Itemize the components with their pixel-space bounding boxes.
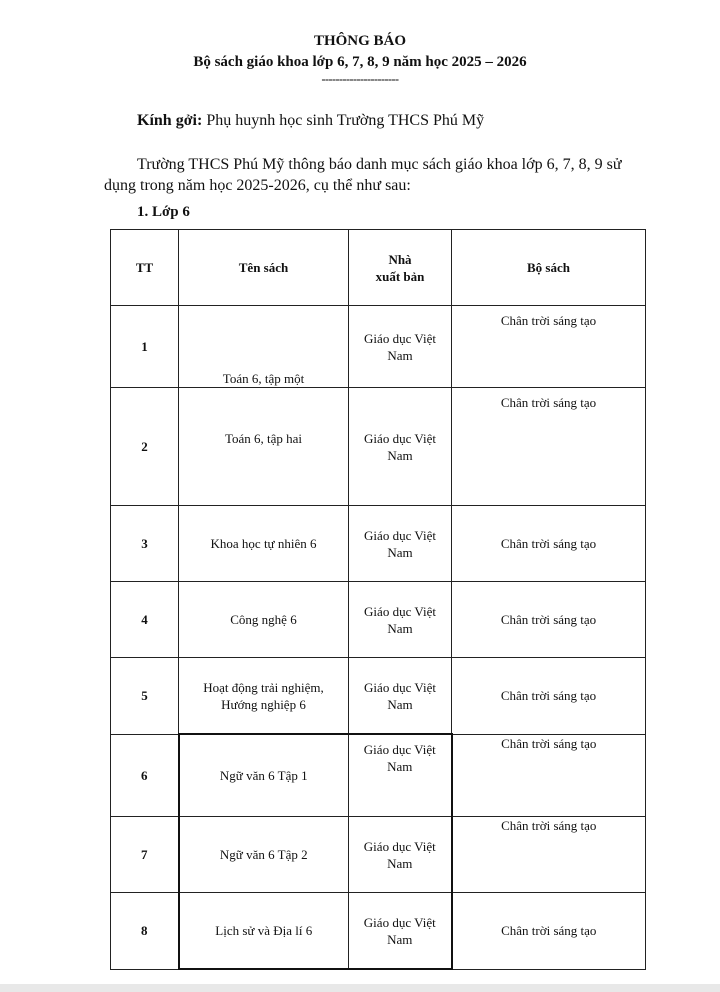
table-header-row xyxy=(111,230,646,306)
cell-bo-sach: Chân trời sáng tạo xyxy=(452,506,646,582)
intro-line-1: Trường THCS Phú Mỹ thông báo danh mục sách giáo khoa lớp 6, 7, 8, 9 sử xyxy=(137,156,622,173)
cell-nxb xyxy=(349,582,452,658)
cell-bo-sach: Chân trời sáng tạo xyxy=(452,817,646,893)
table-row xyxy=(111,658,646,735)
cell-nxb-line2: Nam xyxy=(387,696,413,712)
cell-bo-sach: Chân trời sáng tạo xyxy=(452,734,646,817)
greeting-line xyxy=(137,112,484,130)
page-bottom-band xyxy=(0,984,720,992)
header-nxb xyxy=(349,230,452,306)
cell-ten-sach-text: Toán 6, tập hai xyxy=(224,431,303,446)
cell-nxb-line2: Nam xyxy=(387,931,413,947)
cell-nxb-line1: Giáo dục Việt xyxy=(364,603,436,619)
table-row xyxy=(111,506,646,582)
cell-nxb xyxy=(349,817,452,893)
header-bo-sach: Bộ sách xyxy=(452,230,646,306)
cell-bo-sach: Chân trời sáng tạo xyxy=(452,306,646,388)
cell-tt: 6 xyxy=(111,734,179,817)
document-title: THÔNG BÁO xyxy=(313,33,407,49)
cell-ten-sach: Công nghệ 6 xyxy=(179,582,349,658)
cell-bo-sach: Chân trời sáng tạo xyxy=(452,582,646,658)
cell-nxb-line1: Giáo dục Việt xyxy=(364,527,436,543)
cell-ten-sach-line2: Hướng nghiệp 6 xyxy=(221,696,306,712)
header-tt: TT xyxy=(111,230,179,306)
cell-bo-sach: Chân trời sáng tạo xyxy=(452,658,646,735)
greeting-recipient: Phụ huynh học sinh Trường THCS Phú Mỹ xyxy=(206,112,485,129)
cell-nxb-line2: Nam xyxy=(387,447,413,463)
cell-tt: 4 xyxy=(111,582,179,658)
cell-nxb-line2: Nam xyxy=(387,347,413,363)
cell-nxb-line1: Giáo dục Việt xyxy=(364,330,436,346)
cell-tt: 5 xyxy=(111,658,179,735)
cell-ten-sach: Toán 6, tập một xyxy=(179,306,349,388)
cell-nxb-line1: Giáo dục Việt xyxy=(363,742,436,757)
header-nxb-line2: xuất bản xyxy=(375,268,425,284)
cell-nxb xyxy=(349,658,452,735)
cell-nxb xyxy=(349,306,452,388)
cell-tt: 2 xyxy=(111,388,179,506)
table-row xyxy=(111,582,646,658)
header-nxb-line1: Nhà xyxy=(388,251,412,267)
table-row xyxy=(111,817,646,893)
cell-nxb-line2: Nam xyxy=(387,855,413,871)
table-row xyxy=(111,734,646,817)
table-row xyxy=(111,306,646,388)
cell-ten-sach: Ngữ văn 6 Tập 1 xyxy=(179,734,349,817)
cell-nxb-line1: Giáo dục Việt xyxy=(364,430,436,446)
cell-tt: 8 xyxy=(111,893,179,970)
cell-nxb xyxy=(349,893,452,970)
cell-tt: 1 xyxy=(111,306,179,388)
cell-nxb-line2: Nam xyxy=(387,544,413,560)
cell-nxb xyxy=(349,506,452,582)
cell-ten-sach: Lịch sử và Địa lí 6 xyxy=(179,893,349,970)
textbook-table xyxy=(110,229,646,970)
section-title: 1. Lớp 6 xyxy=(137,204,190,220)
cell-ten-sach xyxy=(179,658,349,735)
cell-nxb xyxy=(349,734,452,817)
greeting-label: Kính gởi: xyxy=(137,112,203,129)
cell-bo-sach: Chân trời sáng tạo xyxy=(452,388,646,506)
table-row xyxy=(111,893,646,970)
cell-ten-sach: Ngữ văn 6 Tập 2 xyxy=(179,817,349,893)
header-ten-sach: Tên sách xyxy=(179,230,349,306)
cell-nxb-line2: Nam xyxy=(387,759,413,774)
cell-ten-sach xyxy=(179,388,349,506)
cell-ten-sach-line1: Hoạt động trải nghiệm, xyxy=(203,679,324,695)
cell-bo-sach: Chân trời sáng tạo xyxy=(452,893,646,970)
cell-ten-sach: Khoa học tự nhiên 6 xyxy=(179,506,349,582)
cell-tt: 3 xyxy=(111,506,179,582)
intro-line-2: dụng trong năm học 2025-2026, cụ thể như sau: xyxy=(104,177,411,194)
cell-nxb-line1: Giáo dục Việt xyxy=(364,679,436,695)
cell-nxb-line1: Giáo dục Việt xyxy=(363,914,436,930)
cell-nxb xyxy=(349,388,452,506)
document-subtitle: Bộ sách giáo khoa lớp 6, 7, 8, 9 năm học 2025 – 2026 xyxy=(193,54,527,70)
cell-nxb-line1: Giáo dục Việt xyxy=(363,838,436,854)
cell-nxb-line2: Nam xyxy=(387,620,413,636)
title-divider: ---------------------- xyxy=(321,72,399,86)
cell-tt: 7 xyxy=(111,817,179,893)
table-row xyxy=(111,388,646,506)
